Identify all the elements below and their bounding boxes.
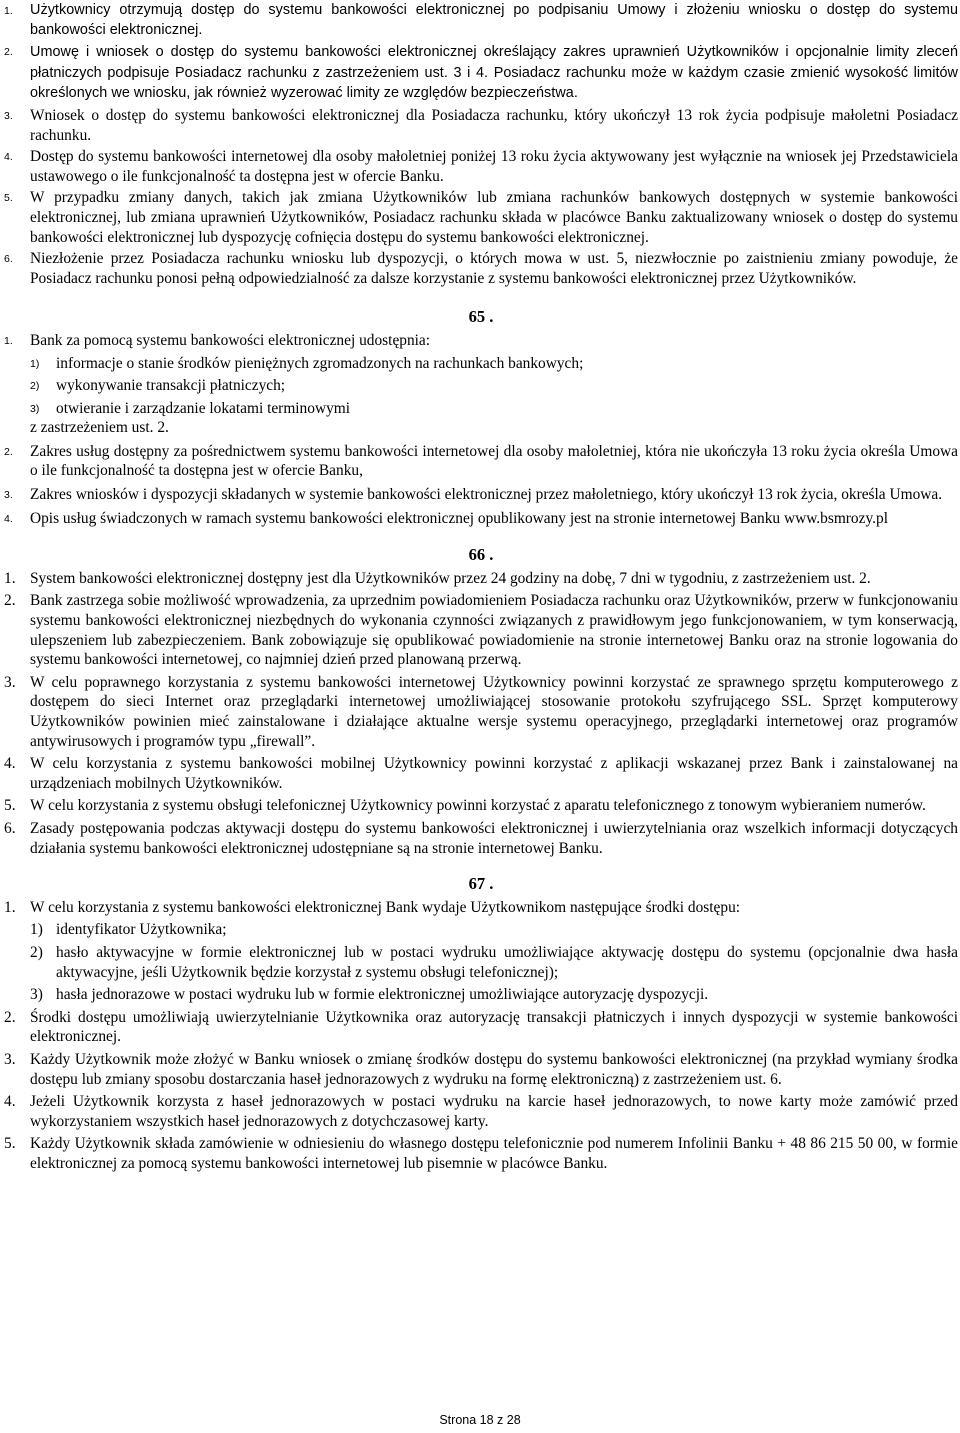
item-number: 1. (4, 5, 13, 17)
item-number: 5. (4, 1135, 16, 1153)
list-item (4, 509, 958, 529)
subitem-number: 2) (30, 380, 40, 393)
list-item (4, 331, 958, 351)
sublist (4, 354, 958, 438)
item-number: 2. (4, 445, 13, 458)
list-item (4, 249, 958, 288)
page-number-footer: Strona 18 z 28 (439, 1413, 521, 1427)
sublist-item (30, 376, 958, 396)
item-number: 3. (4, 109, 13, 122)
item-text: Bank za pomocą systemu bankowości elektronicznej udostępnia: (30, 331, 431, 349)
item-text: System bankowości elektronicznej dostępny jest dla Użytkowników przez 24 godziny na dobę, 7 dni w tygodniu, z zastrzeżeniem ust. 2. (30, 569, 871, 587)
subitem-text: hasła jednorazowe w postaci wydruku lub w formie elektronicznej umożliwiające autoryzację dyspozycji. (56, 986, 709, 1004)
section-heading: 65 . (468, 307, 494, 327)
item-number: 3. (4, 673, 16, 691)
item-number: 1. (4, 569, 16, 587)
item-text: Zakres wniosków i dyspozycji składanych w systemie bankowości elektronicznej przez małoletniego, który ukończył 13 rok życia, określa Umowa. (30, 486, 943, 504)
item-tail-text: z zastrzeżeniem ust. 2. (30, 419, 169, 437)
item-number: 5. (4, 797, 16, 815)
item-number: 4. (4, 1093, 16, 1111)
list-item (4, 591, 958, 669)
item-number: 2. (4, 1008, 16, 1026)
item-number: 1. (4, 898, 16, 916)
item-text: Opis usług świadczonych w ramach systemu bankowości elektronicznej opublikowany jest na stronie internetowej Banku www.bsmrozy.pl (30, 509, 888, 527)
list-item (4, 1134, 958, 1173)
item-number: 6. (4, 253, 13, 266)
list-item (4, 442, 958, 481)
list-item (4, 754, 958, 793)
item-text: W celu korzystania z systemu bankowości mobilnej Użytkownicy powinni korzystać z aplikacji wskazanej przez Bank i zainstalowanej na urządzeniach mobilnych Użytkowników. (30, 755, 958, 792)
list-item (4, 1, 958, 40)
item-text: Niezłożenie przez Posiadacza rachunku wniosku lub dyspozycji, o których mowa w ust. 5, niezwłocznie po zaistnieniu zmiany powoduje, że Posiadacz rachunku ponosi pełną odpowiedzialność za dalsze korzystanie z systemu bankowości elektronicznej przez Użytkowników. (30, 250, 958, 287)
item-text: Każdy Użytkownik składa zamówienie w odniesieniu do własnego dostępu telefonicznie pod numerem Infolinii Banku + 48 86 215 50 00, w formie elektronicznej za pomocą systemu bankowości internetowej lub pisemnie w placówce Banku. (30, 1135, 958, 1172)
subitem-text: otwieranie i zarządzanie lokatami terminowymi (56, 399, 351, 417)
item-text: W celu korzystania z systemu bankowości elektronicznej Bank wydaje Użytkownikom następujące środki dostępu: (30, 898, 741, 916)
list-item (4, 1050, 958, 1089)
item-text: Wniosek o dostęp do systemu bankowości elektronicznej dla Posiadacza rachunku, który ukończył 13 rok życia podpisuje małoletni Posiadacz rachunku. (30, 106, 958, 144)
list-item (4, 42, 958, 104)
item-text: Zakres usług dostępny za pośrednictwem systemu bankowości internetowej dla osoby małoletniej, która nie ukończyła 13 roku życia określa Umowa o ile funkcjonalność ta dostępna jest w ofercie Banku, (30, 442, 958, 480)
document-body (4, 1, 958, 1173)
item-text: Zasady postępowania podczas aktywacji dostępu do systemu bankowości elektronicznej i uwierzytelniania oraz wszelkich informacji dotyczących działania systemu bankowości elektronicznej udostępniane są na stronie internetowej Banku. (30, 819, 958, 857)
item-number: 1. (4, 334, 13, 347)
item-number: 2. (4, 46, 13, 59)
list-item (4, 147, 958, 186)
subitem-number: 1) (30, 357, 40, 370)
list-item (4, 898, 958, 918)
item-number: 3. (4, 489, 13, 502)
item-text: Jeżeli Użytkownik korzysta z haseł jednorazowych w postaci wydruku na karcie haseł jednorazowych, to nowe karty może zamówić przed wykorzystaniem wszystkich haseł jednorazowych z dotychczasowej karty. (30, 1093, 958, 1130)
subitem-number: 2) (30, 943, 43, 961)
subitem-number: 1) (30, 921, 43, 939)
sublist (4, 920, 958, 1004)
subitem-number: 3) (30, 986, 43, 1004)
list-item (4, 1092, 958, 1131)
sublist-item (30, 354, 958, 374)
list-item (4, 1008, 958, 1047)
item-text: Bank zastrzega sobie możliwość wprowadzenia, za uprzednim powiadomieniem Posiadacza rachunku oraz Użytkowników, przerw w funkcjonowaniu systemu bankowości elektronicznej niezbędnych do wykonania czynności związanych z prawidłowym jego funkcjonowaniem, w tym konserwacją, ulepszeniem lub zabezpieczeniem. Bank zobowiązuje się opublikować powiadomienie na stronie internetowej Banku oraz na stronie logowania do systemu bankowości internetowej, co najmniej dzień przed planowaną przerwą. (30, 592, 958, 669)
section-heading: 67 . (468, 874, 494, 894)
item-number: 4. (4, 151, 13, 164)
subitem-number: 3) (30, 402, 40, 415)
item-text: Dostęp do systemu bankowości internetowej dla osoby małoletniej poniżej 13 roku życia aktywowany jest wyłącznie na wniosek jej Przedstawiciela ustawowego o ile funkcjonalność ta dostępna jest w ofercie Banku. (30, 148, 958, 185)
item-text: Środki dostępu umożliwiają uwierzytelnianie Użytkownika oraz autoryzację transakcji płatniczych i innych dyspozycji w systemie bankowości elektronicznej. (30, 1008, 958, 1046)
subitem-text: hasło aktywacyjne w formie elektronicznej lub w postaci wydruku umożliwiające aktywację dostępu do systemu (opcjonalnie dwa hasła aktywacyjne, jeśli Użytkownik będzie korzystał z systemu obsługi telefonicznej); (56, 943, 958, 981)
subitem-text: identyfikator Użytkownika; (56, 921, 227, 939)
sublist-item (30, 943, 958, 982)
item-text: W celu korzystania z systemu obsługi telefonicznej Użytkownicy powinni korzystać z aparatu telefonicznego z tonowym wybieraniem numerów. (30, 797, 926, 815)
item-number: 4. (4, 755, 16, 773)
section-heading: 66 . (468, 545, 494, 565)
item-text: W przypadku zmiany danych, takich jak zmiana Użytkowników lub zmiana rachunków bankowych dostępnych w systemie bankowości elektronicznej, lub zmiana uprawnień Użytkowników, Posiadacz rachunku składa w placówce Banku zaktualizowany wniosek o dostęp do systemu bankowości elektronicznej lub dyspozycję cofnięcia dostępu do systemu bankowości elektronicznej. (30, 189, 958, 246)
sublist-item (30, 399, 958, 419)
sublist-item (30, 920, 958, 940)
list-item (4, 106, 958, 145)
list-item (4, 819, 958, 858)
list-item (4, 796, 958, 816)
item-number: 5. (4, 192, 13, 205)
sublist-item (30, 985, 958, 1005)
list-item (4, 485, 958, 505)
subitem-text: informacje o stanie środków pieniężnych zgromadzonych na rachunkach bankowych; (56, 354, 584, 372)
item-number: 3. (4, 1050, 16, 1068)
item-number: 2. (4, 592, 16, 610)
subitem-text: wykonywanie transakcji płatniczych; (56, 377, 286, 395)
item-number: 4. (4, 512, 13, 525)
item-text: Użytkownicy otrzymują dostęp do systemu bankowości elektronicznej po podpisaniu Umowy i złożeniu wniosku o dostęp do systemu bankowości elektronicznej. (30, 2, 958, 38)
list-item (4, 673, 958, 751)
item-number: 6. (4, 819, 16, 837)
item-text-continued: Posiadacz rachunku może w każdym czasie zmienić wysokość limitów określonych we wniosku, jak również wyzerować limity ze względów bezpieczeństwa. (30, 64, 958, 102)
list-item (4, 188, 958, 247)
item-text: Każdy Użytkownik może złożyć w Banku wniosek o zmianę środków dostępu do systemu bankowości elektronicznej (na przykład wymiany środka dostępu lub zmiany sposobu dostarczania haseł jednorazowych z wydruku na formę elektroniczną) z zastrzeżeniem ust. 6. (30, 1050, 958, 1088)
item-text: Umowę i wniosek o dostęp do systemu bankowości elektronicznej określający zakres uprawnień Użytkowników i opcjonalnie limity zleceń płatniczych podpisuje Posiadacz rachunku z zastrzeżeniem ust. 3 i 4. (30, 44, 958, 81)
item-text: W celu poprawnego korzystania z systemu bankowości internetowej Użytkownicy powinni korzystać ze sprawnego sprzętu komputerowego z dostępem do sieci Internet oraz przeglądarki internetowej umożliwiającej stosowanie protokołu szyfrującego SSL. Sprzęt komputerowy Użytkowników powinien mieć zainstalowane i działające aktualne wersje systemu operacyjnego, przeglądarki internetowej oraz programów antywirusowych i programów typu „firewall”. (30, 673, 958, 750)
list-item (4, 569, 958, 589)
